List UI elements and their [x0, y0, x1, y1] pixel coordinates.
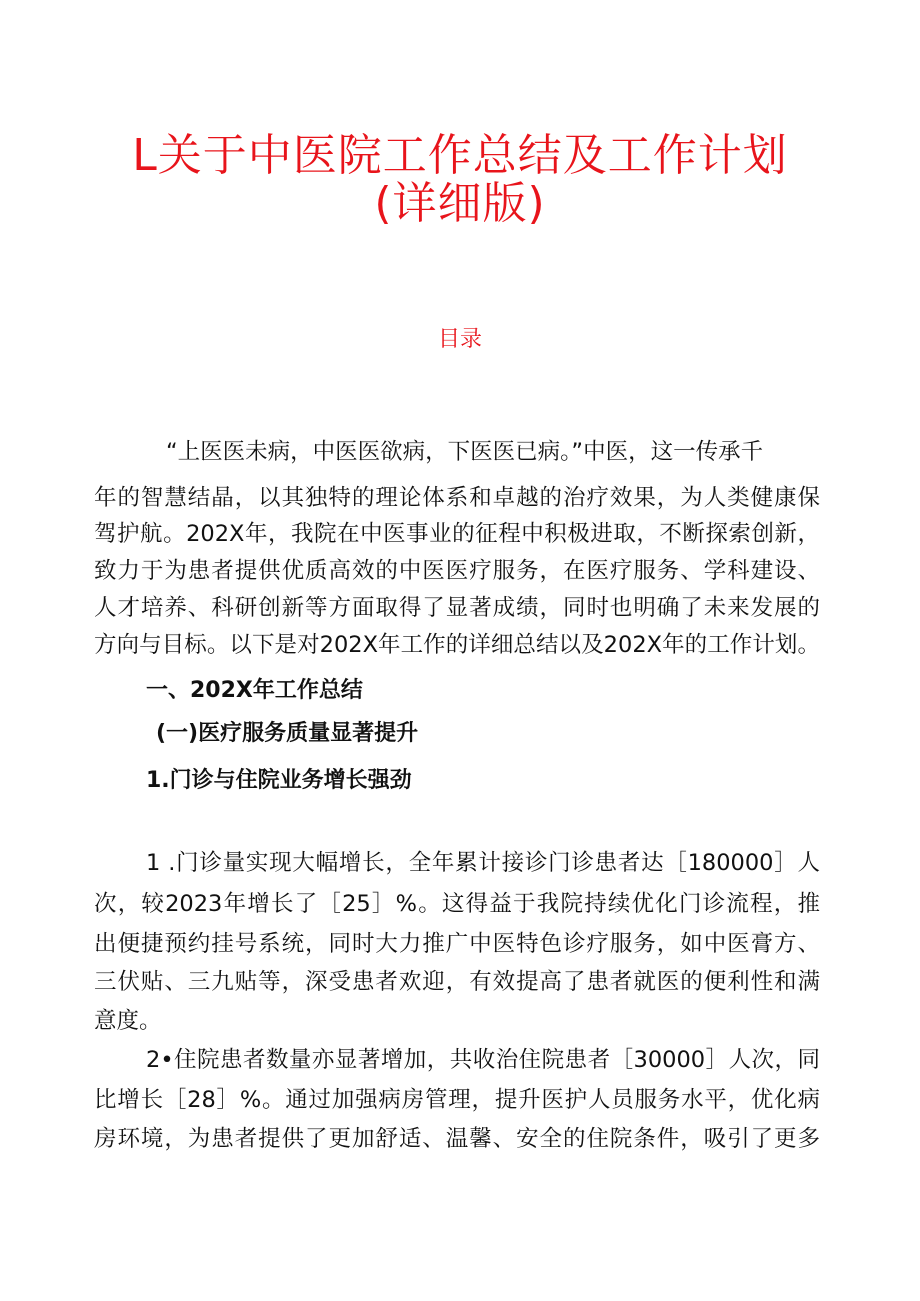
paragraph-1-line-5: 意度。 — [94, 1008, 162, 1034]
paragraph-1-line-3: 出便捷预约挂号系统，同时大力推广中医特色诊疗服务，如中医膏方、 — [94, 931, 820, 957]
paragraph-1-line-2: 次，较2023年增长了［25］%。这得益于我院持续优化门诊流程，推 — [94, 891, 820, 917]
paragraph-2-line-3: 房环境，为患者提供了更加舒适、温馨、安全的住院条件，吸引了更多 — [94, 1126, 820, 1152]
intro-line-1: “上医医未病，中医医欲病，下医医已病。”中医，这一传承千 — [166, 439, 764, 465]
document-title-line-2: (详细版) — [374, 178, 546, 229]
paragraph-2-line-1: 2•住院患者数量亦显著增加，共收治住院患者［30000］人次，同 — [146, 1047, 820, 1073]
table-of-contents-label: 目录 — [437, 327, 482, 352]
paragraph-1-line-1: 1 .门诊量实现大幅增长，全年累计接诊门诊患者达［180000］人 — [146, 850, 820, 876]
item-heading: 1.门诊与住院业务增长强劲 — [146, 768, 412, 793]
intro-line-6: 方向与目标。以下是对202X年工作的详细总结以及202X年的工作计划。 — [94, 632, 820, 658]
intro-line-4: 致力于为患者提供优质高效的中医医疗服务，在医疗服务、学科建设、 — [94, 558, 820, 584]
intro-line-2: 年的智慧结晶，以其独特的理论体系和卓越的治疗效果，为人类健康保 — [94, 485, 820, 511]
section-heading: 一、202X年工作总结 — [146, 678, 363, 703]
intro-line-5: 人才培养、科研创新等方面取得了显著成绩，同时也明确了未来发展的 — [94, 595, 820, 621]
paragraph-2-line-2: 比增长［28］%。通过加强病房管理，提升医护人员服务水平，优化病 — [94, 1087, 820, 1113]
subsection-heading: (一)医疗服务质量显著提升 — [156, 721, 419, 746]
document-title-line-1: L关于中医院工作总结及工作计划 — [132, 130, 788, 181]
intro-line-3: 驾护航。202X年，我院在中医事业的征程中积极进取，不断探索创新， — [94, 521, 820, 547]
paragraph-1-line-4: 三伏贴、三九贴等，深受患者欢迎，有效提高了患者就医的便利性和满 — [94, 969, 820, 995]
